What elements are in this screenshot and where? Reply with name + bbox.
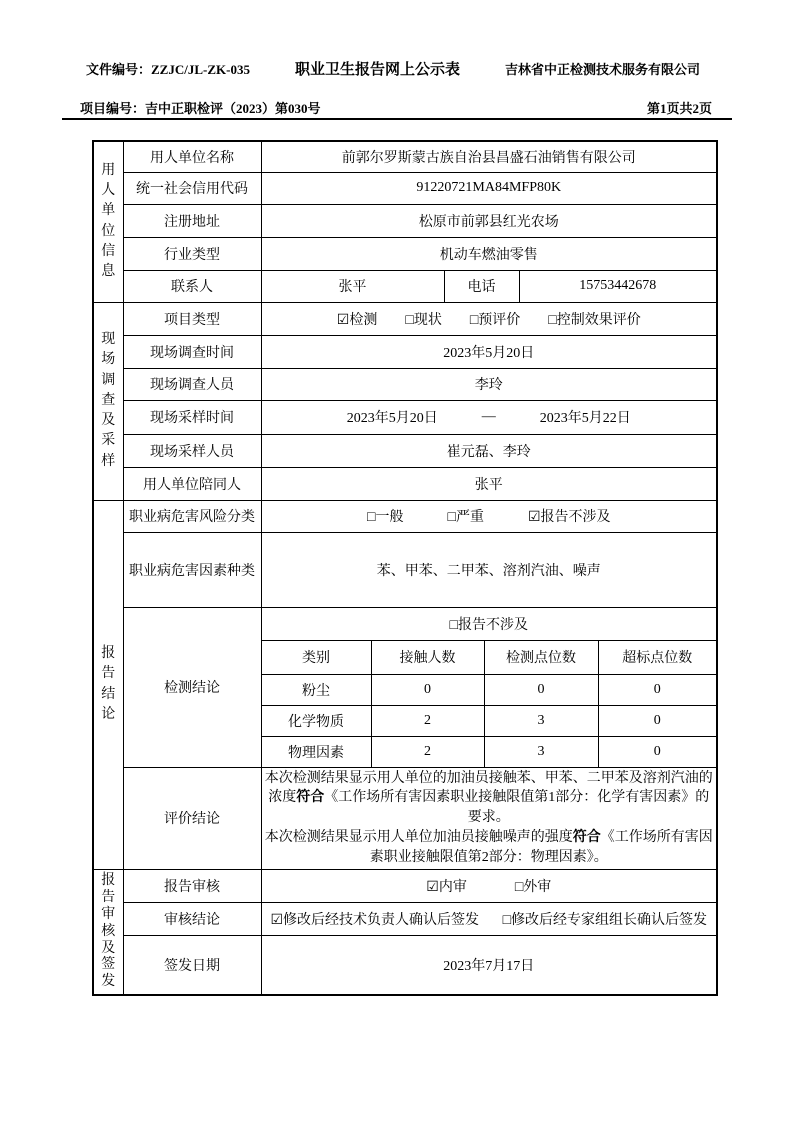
field-value-sampling-date <box>261 400 717 434</box>
checkbox-option-not-involved: ☑报告不涉及 <box>527 510 611 525</box>
field-label-hazard-types: 职业病危害因素种类 <box>123 532 261 607</box>
detection-col-header-category: 类别 <box>261 640 371 674</box>
checkbox-option-detection: ☑检测 <box>336 312 378 328</box>
field-value-credit-code: 91220721MA84MFP80K <box>261 172 717 204</box>
field-label-audit-conclusion: 审核结论 <box>123 902 261 935</box>
detection-cell: 0 <box>484 674 598 705</box>
field-value-risk-class <box>261 500 717 532</box>
field-value-escort: 张平 <box>261 467 717 500</box>
field-label-address: 注册地址 <box>123 204 261 237</box>
header-divider <box>62 118 732 120</box>
field-value-survey-staff: 李玲 <box>261 368 717 400</box>
checkbox-option-tech-leader-sign: ☑修改后经技术负责人确认后签发 <box>270 912 480 928</box>
section-label-conclusion: 报告结论 <box>93 500 123 869</box>
field-label-detection-conclusion: 检测结论 <box>123 607 261 767</box>
detection-cell: 3 <box>484 705 598 736</box>
checkbox-option-expert-leader-sign: □修改后经专家组组长确认后签发 <box>502 912 708 928</box>
detection-col-header-exposed: 接触人数 <box>371 640 484 674</box>
sampling-date-dash: — <box>481 409 496 424</box>
page-indicator: 第1页共2页 <box>646 101 712 116</box>
checkbox-option-internal-audit: ☑内审 <box>426 879 467 895</box>
company-name: 吉林省中正检测技术服务有限公司 <box>504 62 700 77</box>
checkbox-option-control-effect: □控制效果评价 <box>548 312 641 328</box>
field-label-project-type: 项目类型 <box>123 302 261 335</box>
project-number: 项目编号：吉中正职检评（2023）第030号 <box>80 101 321 116</box>
publicity-form <box>92 140 718 996</box>
detection-cell: 2 <box>371 705 484 736</box>
detection-cell: 0 <box>598 736 717 767</box>
checkbox-option-status-quo: □现状 <box>405 312 442 328</box>
checkbox-option-external-audit: □外审 <box>514 879 552 895</box>
field-value-contact: 张平 <box>261 270 444 302</box>
field-label-survey-staff: 现场调查人员 <box>123 368 261 400</box>
field-value-audit <box>261 869 717 902</box>
field-value-hazard-types: 苯、甲苯、二甲苯、溶剂汽油、噪声 <box>261 532 717 607</box>
detection-col-header-exceed: 超标点位数 <box>598 640 717 674</box>
checkbox-option-general: □一般 <box>367 510 404 525</box>
detection-not-involved-option: □报告不涉及 <box>261 607 717 640</box>
detection-cell: 物理因素 <box>261 736 371 767</box>
field-label-sampling-staff: 现场采样人员 <box>123 434 261 467</box>
file-number: 文件编号：ZZJC/JL-ZK-035 <box>86 62 250 77</box>
field-value-survey-date: 2023年5月20日 <box>261 335 717 368</box>
section-label-review: 报告审核及签发 <box>93 869 123 995</box>
detection-cell: 0 <box>371 674 484 705</box>
checkbox-option-severe: □严重 <box>447 510 484 525</box>
section-label-survey: 现场调查及采样 <box>93 302 123 500</box>
field-label-sampling-date: 现场采样时间 <box>123 400 261 434</box>
field-label-evaluation: 评价结论 <box>123 767 261 869</box>
field-value-address: 松原市前郭县红光农场 <box>261 204 717 237</box>
sampling-date-to: 2023年5月22日 <box>539 411 631 426</box>
field-label-credit-code: 统一社会信用代码 <box>123 172 261 204</box>
field-value-employer-name: 前郭尔罗斯蒙古族自治县昌盛石油销售有限公司 <box>261 141 717 172</box>
field-label-audit: 报告审核 <box>123 869 261 902</box>
field-value-phone: 15753442678 <box>519 270 717 302</box>
field-value-evaluation <box>261 767 717 869</box>
field-label-phone: 电话 <box>444 270 519 302</box>
checkbox-option-pre-evaluation: □预评价 <box>469 312 521 328</box>
field-value-industry: 机动车燃油零售 <box>261 237 717 270</box>
document-header <box>0 58 794 117</box>
field-label-contact: 联系人 <box>123 270 261 302</box>
field-label-industry: 行业类型 <box>123 237 261 270</box>
field-label-escort: 用人单位陪同人 <box>123 467 261 500</box>
field-label-employer-name: 用人单位名称 <box>123 141 261 172</box>
detection-cell: 3 <box>484 736 598 767</box>
detection-cell: 0 <box>598 674 717 705</box>
field-value-project-type <box>261 302 717 335</box>
field-value-sampling-staff: 崔元磊、李玲 <box>261 434 717 467</box>
section-label-employer: 用人单位信息 <box>93 141 123 302</box>
field-value-issue-date: 2023年7月17日 <box>261 935 717 995</box>
page-title: 职业卫生报告网上公示表 <box>294 62 460 78</box>
detection-col-header-points: 检测点位数 <box>484 640 598 674</box>
sampling-date-from: 2023年5月20日 <box>346 411 438 426</box>
field-label-survey-date: 现场调查时间 <box>123 335 261 368</box>
field-label-risk-class: 职业病危害风险分类 <box>123 500 261 532</box>
field-value-audit-conclusion <box>261 902 717 935</box>
evaluation-paragraph-1: 本次检测结果显示用人单位的加油员接触苯、甲苯、二甲苯及溶剂汽油的浓度符合《工作场所有害因素职业接触限值第1部分：化学有害因素》的要求。 <box>264 770 713 826</box>
field-label-issue-date: 签发日期 <box>123 935 261 995</box>
evaluation-paragraph-2: 本次检测结果显示用人单位加油员接触噪声的强度符合《工作场所有害因素职业接触限值第2部分：物理因素》。 <box>264 830 713 865</box>
detection-cell: 0 <box>598 705 717 736</box>
detection-cell: 化学物质 <box>261 705 371 736</box>
detection-cell: 2 <box>371 736 484 767</box>
detection-cell: 粉尘 <box>261 674 371 705</box>
